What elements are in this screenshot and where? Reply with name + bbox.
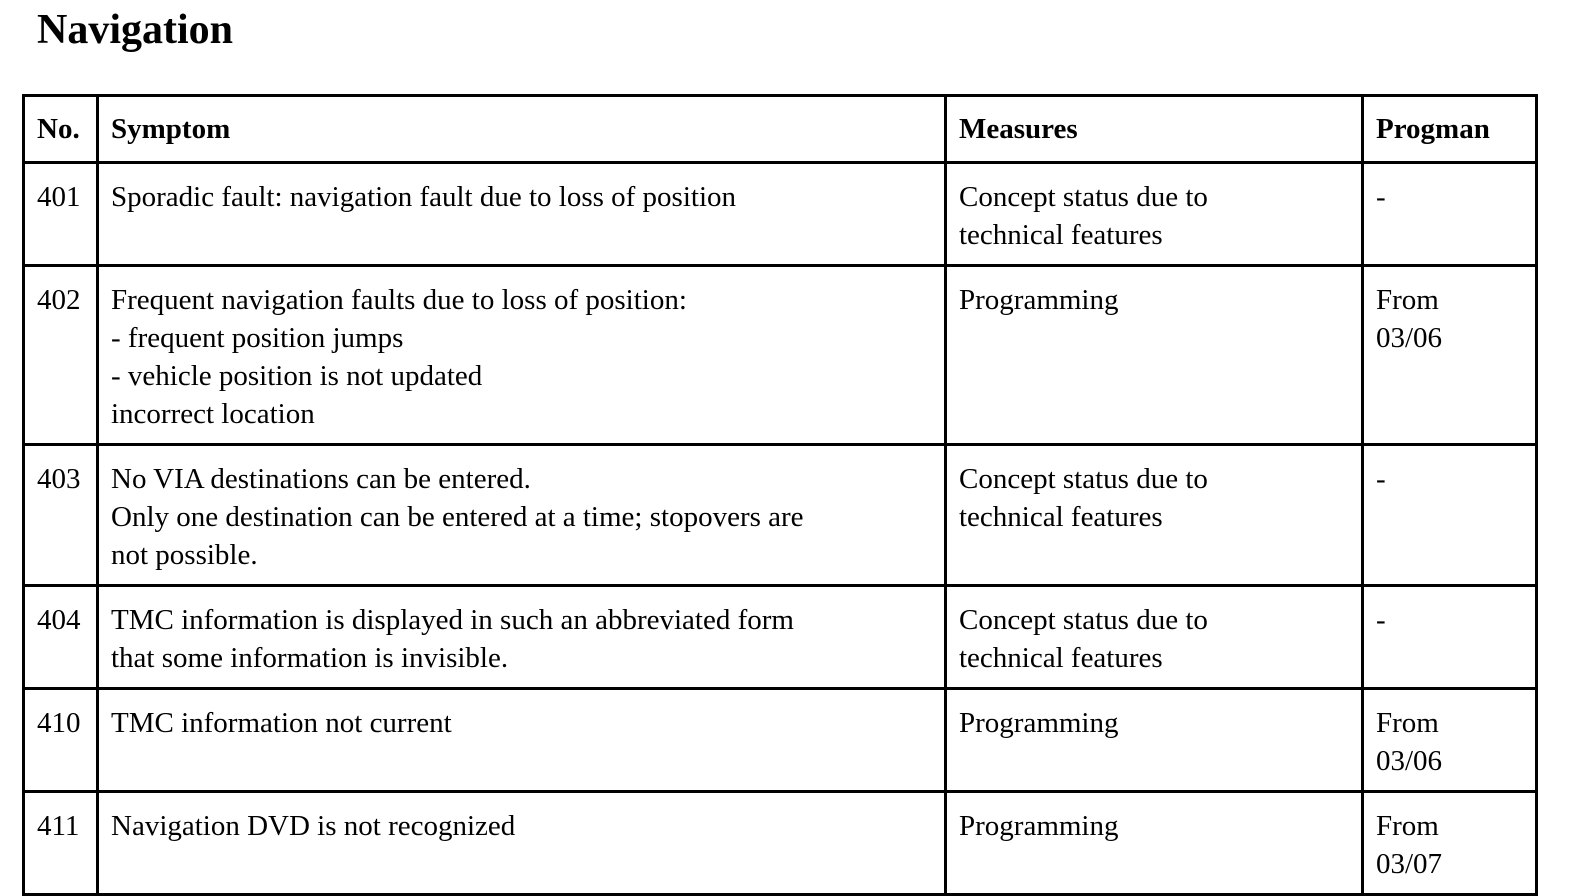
progman-line: From bbox=[1376, 810, 1439, 842]
cell-symptom bbox=[98, 266, 946, 445]
header-symptom: Symptom bbox=[98, 96, 946, 163]
measures-line: Programming bbox=[959, 810, 1119, 842]
table-header-row bbox=[24, 96, 1537, 163]
cell-no: 410 bbox=[24, 689, 98, 792]
symptom-line: No VIA destinations can be entered. bbox=[111, 463, 531, 495]
measures-line: Concept status due to bbox=[959, 463, 1208, 495]
cell-no: 401 bbox=[24, 163, 98, 266]
symptom-line: - frequent position jumps bbox=[111, 322, 404, 354]
symptom-line: that some information is invisible. bbox=[111, 642, 509, 674]
cell-measures bbox=[946, 689, 1363, 792]
cell-no: 402 bbox=[24, 266, 98, 445]
measures-line: technical features bbox=[959, 642, 1163, 674]
symptom-line: Only one destination can be entered at a time; stopovers are bbox=[111, 501, 804, 533]
cell-measures bbox=[946, 586, 1363, 689]
table-row bbox=[24, 689, 1537, 792]
symptom-line: TMC information not current bbox=[111, 707, 452, 739]
measures-line: Concept status due to bbox=[959, 181, 1208, 213]
cell-progman bbox=[1363, 586, 1537, 689]
header-no: No. bbox=[24, 96, 98, 163]
fault-table bbox=[22, 94, 1538, 896]
cell-no: 411 bbox=[24, 792, 98, 895]
cell-progman bbox=[1363, 792, 1537, 895]
cell-no: 403 bbox=[24, 445, 98, 586]
symptom-line: Navigation DVD is not recognized bbox=[111, 810, 516, 842]
measures-line: technical features bbox=[959, 501, 1163, 533]
progman-line: From bbox=[1376, 284, 1439, 316]
cell-symptom bbox=[98, 163, 946, 266]
measures-line: Concept status due to bbox=[959, 604, 1208, 636]
header-progman: Progman bbox=[1363, 96, 1537, 163]
symptom-line: TMC information is displayed in such an abbreviated form bbox=[111, 604, 794, 636]
progman-line: - bbox=[1376, 181, 1386, 213]
cell-symptom bbox=[98, 792, 946, 895]
cell-progman bbox=[1363, 163, 1537, 266]
progman-line: 03/06 bbox=[1376, 322, 1443, 354]
page-title: Navigation bbox=[37, 7, 234, 53]
cell-progman bbox=[1363, 689, 1537, 792]
symptom-line: - vehicle position is not updated bbox=[111, 360, 483, 392]
header-measures: Measures bbox=[946, 96, 1363, 163]
cell-symptom bbox=[98, 586, 946, 689]
cell-progman bbox=[1363, 445, 1537, 586]
progman-line: 03/07 bbox=[1376, 848, 1443, 880]
table-row bbox=[24, 445, 1537, 586]
progman-line: From bbox=[1376, 707, 1439, 739]
measures-line: Programming bbox=[959, 707, 1119, 739]
cell-measures bbox=[946, 266, 1363, 445]
measures-line: technical features bbox=[959, 219, 1163, 251]
cell-symptom bbox=[98, 689, 946, 792]
symptom-line: not possible. bbox=[111, 539, 258, 571]
progman-line: - bbox=[1376, 463, 1386, 495]
measures-line: Programming bbox=[959, 284, 1119, 316]
table-row bbox=[24, 163, 1537, 266]
symptom-line: Frequent navigation faults due to loss of position: bbox=[111, 284, 687, 316]
cell-no: 404 bbox=[24, 586, 98, 689]
cell-progman bbox=[1363, 266, 1537, 445]
progman-line: - bbox=[1376, 604, 1386, 636]
cell-symptom bbox=[98, 445, 946, 586]
symptom-line: incorrect location bbox=[111, 398, 315, 430]
cell-measures bbox=[946, 445, 1363, 586]
cell-measures bbox=[946, 792, 1363, 895]
table-row bbox=[24, 266, 1537, 445]
progman-line: 03/06 bbox=[1376, 745, 1443, 777]
cell-measures bbox=[946, 163, 1363, 266]
table-row bbox=[24, 792, 1537, 895]
symptom-line: Sporadic fault: navigation fault due to loss of position bbox=[111, 181, 737, 213]
table-row bbox=[24, 586, 1537, 689]
